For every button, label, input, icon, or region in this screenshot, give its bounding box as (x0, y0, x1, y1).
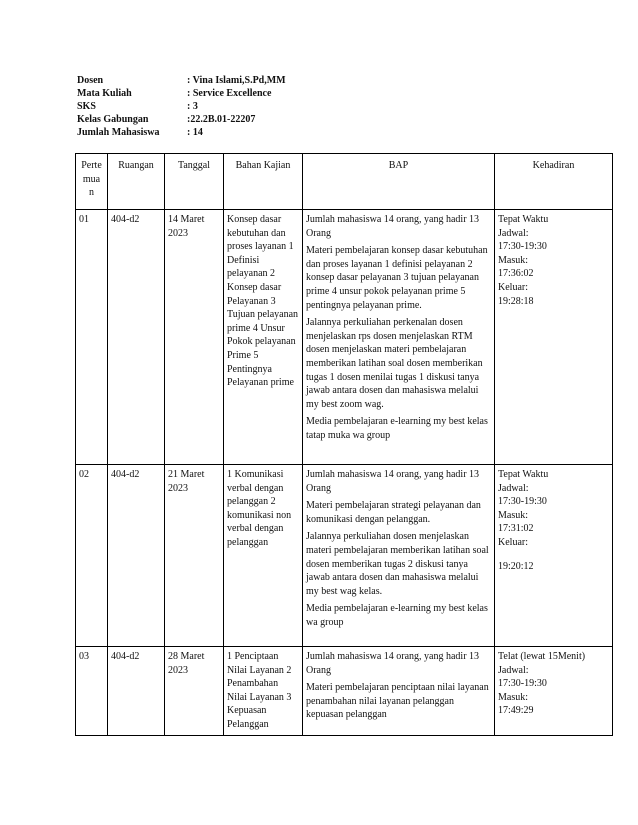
header-row-mata-kuliah (77, 87, 387, 100)
attendance-line: Jadwal: (498, 482, 529, 494)
attendance-line: 17:49:29 (498, 705, 534, 717)
column-header-tanggal: Tanggal (165, 154, 224, 210)
header-value: : Vina Islami,S.Pd,MM (187, 75, 286, 86)
table-row (76, 647, 613, 736)
cell-ruangan: 404-d2 (108, 210, 165, 465)
header-row-sks (77, 100, 387, 113)
attendance-table (75, 153, 613, 736)
cell-kehadiran (495, 647, 613, 736)
cell-ruangan: 404-d2 (108, 465, 165, 647)
attendance-line: Masuk: (498, 691, 528, 703)
bap-paragraph: Materi pembelajaran penciptaan nilai layanan penambahan nilai layanan pelanggan kepuasan pelanggan (306, 682, 489, 721)
header-value: : 14 (187, 127, 203, 138)
column-header-bap: BAP (303, 154, 495, 210)
column-header-pertemuan: Perte mua n (76, 154, 108, 210)
attendance-line: 17:30-19:30 (498, 496, 547, 508)
cell-pertemuan: 03 (76, 647, 108, 736)
cell-bahan-kajian: 1 Komunikasi verbal dengan pelanggan 2 komunikasi non verbal dengan pelanggan (224, 465, 303, 647)
cell-bap (303, 210, 495, 465)
cell-pertemuan: 01 (76, 210, 108, 465)
header-label: Dosen (77, 75, 104, 86)
cell-bahan-kajian: Konsep dasar kebutuhan dan proses layanan 1 Definisi pelayanan 2 Konsep dasar Pelayanan 3 Tujuan pelayanan prime 4 Unsur Pokok pelayanan Prime 5 Pentingnya Pelayanan prime (224, 210, 303, 465)
attendance-status: Tepat Waktu (498, 469, 549, 480)
attendance-line: Masuk: (498, 509, 528, 521)
header-value: :22.2B.01-22207 (187, 114, 256, 125)
attendance-line: 17:30-19:30 (498, 241, 547, 253)
header-row-kelas (77, 113, 387, 126)
header-value: : Service Excellence (187, 88, 272, 99)
header-value: : 3 (187, 101, 198, 112)
bap-paragraph: Materi pembelajaran konsep dasar kebutuhan dan proses layanan 1 definisi pelayanan 2 konsep dasar pelayanan 3 tujuan pelayanan prime 4 unsur pokok pelayanan prime 5 pentingnya pelayanan prime. (306, 245, 488, 311)
bap-paragraph: Jalannya perkuliahan dosen menjelaskan materi pembelajaran memberikan latihan soal dosen memberikan tugas 2 diskusi tanya jawab antara dosen dan mahasiswa melalui my best wag kelas. (306, 531, 489, 597)
attendance-line: Keluar: (498, 281, 528, 293)
cell-tanggal: 21 Maret 2023 (165, 465, 224, 647)
cell-tanggal: 28 Maret 2023 (165, 647, 224, 736)
bap-paragraph: Materi pembelajaran strategi pelayanan dan komunikasi dengan pelanggan. (306, 500, 481, 525)
attendance-line: Jadwal: (498, 227, 529, 239)
table-row (76, 210, 613, 465)
bap-paragraph: Jumlah mahasiswa 14 orang, yang hadir 13 Orang (306, 469, 480, 494)
cell-pertemuan: 02 (76, 465, 108, 647)
bap-paragraph: Jumlah mahasiswa 14 orang, yang hadir 13 Orang (306, 214, 480, 239)
header-label: SKS (77, 101, 96, 112)
header-row-jumlah (77, 126, 387, 139)
attendance-line: 17:30-19:30 (498, 678, 547, 690)
attendance-line: 17:31:02 (498, 523, 534, 535)
table-header-row (76, 154, 613, 210)
document-header (77, 74, 387, 139)
column-header-bahan-kajian: Bahan Kajian (224, 154, 303, 210)
attendance-line: Keluar: (498, 536, 528, 548)
attendance-line: 17:36:02 (498, 268, 534, 280)
attendance-status: Tepat Waktu (498, 214, 549, 225)
header-label: Mata Kuliah (77, 88, 132, 99)
attendance-line: 19:28:18 (498, 295, 534, 307)
bap-paragraph: Media pembelajaran e-learning my best kelas wa group (306, 603, 488, 628)
cell-bap (303, 465, 495, 647)
header-label: Kelas Gabungan (77, 114, 149, 125)
cell-bahan-kajian: 1 Penciptaan Nilai Layanan 2 Penambahan Nilai Layanan 3 Kepuasan Pelanggan (224, 647, 303, 736)
attendance-line: Masuk: (498, 254, 528, 266)
cell-bap (303, 647, 495, 736)
attendance-line: 19:20:12 (498, 560, 534, 572)
column-header-ruangan: Ruangan (108, 154, 165, 210)
header-row-dosen (77, 74, 387, 87)
cell-kehadiran (495, 210, 613, 465)
bap-paragraph: Jumlah mahasiswa 14 orang, yang hadir 13 Orang (306, 651, 480, 676)
bap-paragraph: Media pembelajaran e-learning my best kelas tatap muka wa group (306, 416, 488, 441)
cell-ruangan: 404-d2 (108, 647, 165, 736)
header-label: Jumlah Mahasiswa (77, 127, 160, 138)
table-row (76, 465, 613, 647)
bap-paragraph: Jalannya perkuliahan perkenalan dosen menjelaskan rps dosen menjelaskan RTM dosen menjelaskan materi pembelajaran memberikan latihan soal dosen memberikan tugas 1 dosen menilai tugas 1 diskusi tanya jawab antara dosen dan mahasiswa melalui my best zoom wag. (306, 317, 483, 410)
cell-tanggal: 14 Maret 2023 (165, 210, 224, 465)
column-header-kehadiran: Kehadiran (495, 154, 613, 210)
attendance-line: Jadwal: (498, 664, 529, 676)
attendance-status: Telat (lewat 15Menit) (498, 651, 586, 662)
cell-kehadiran (495, 465, 613, 647)
